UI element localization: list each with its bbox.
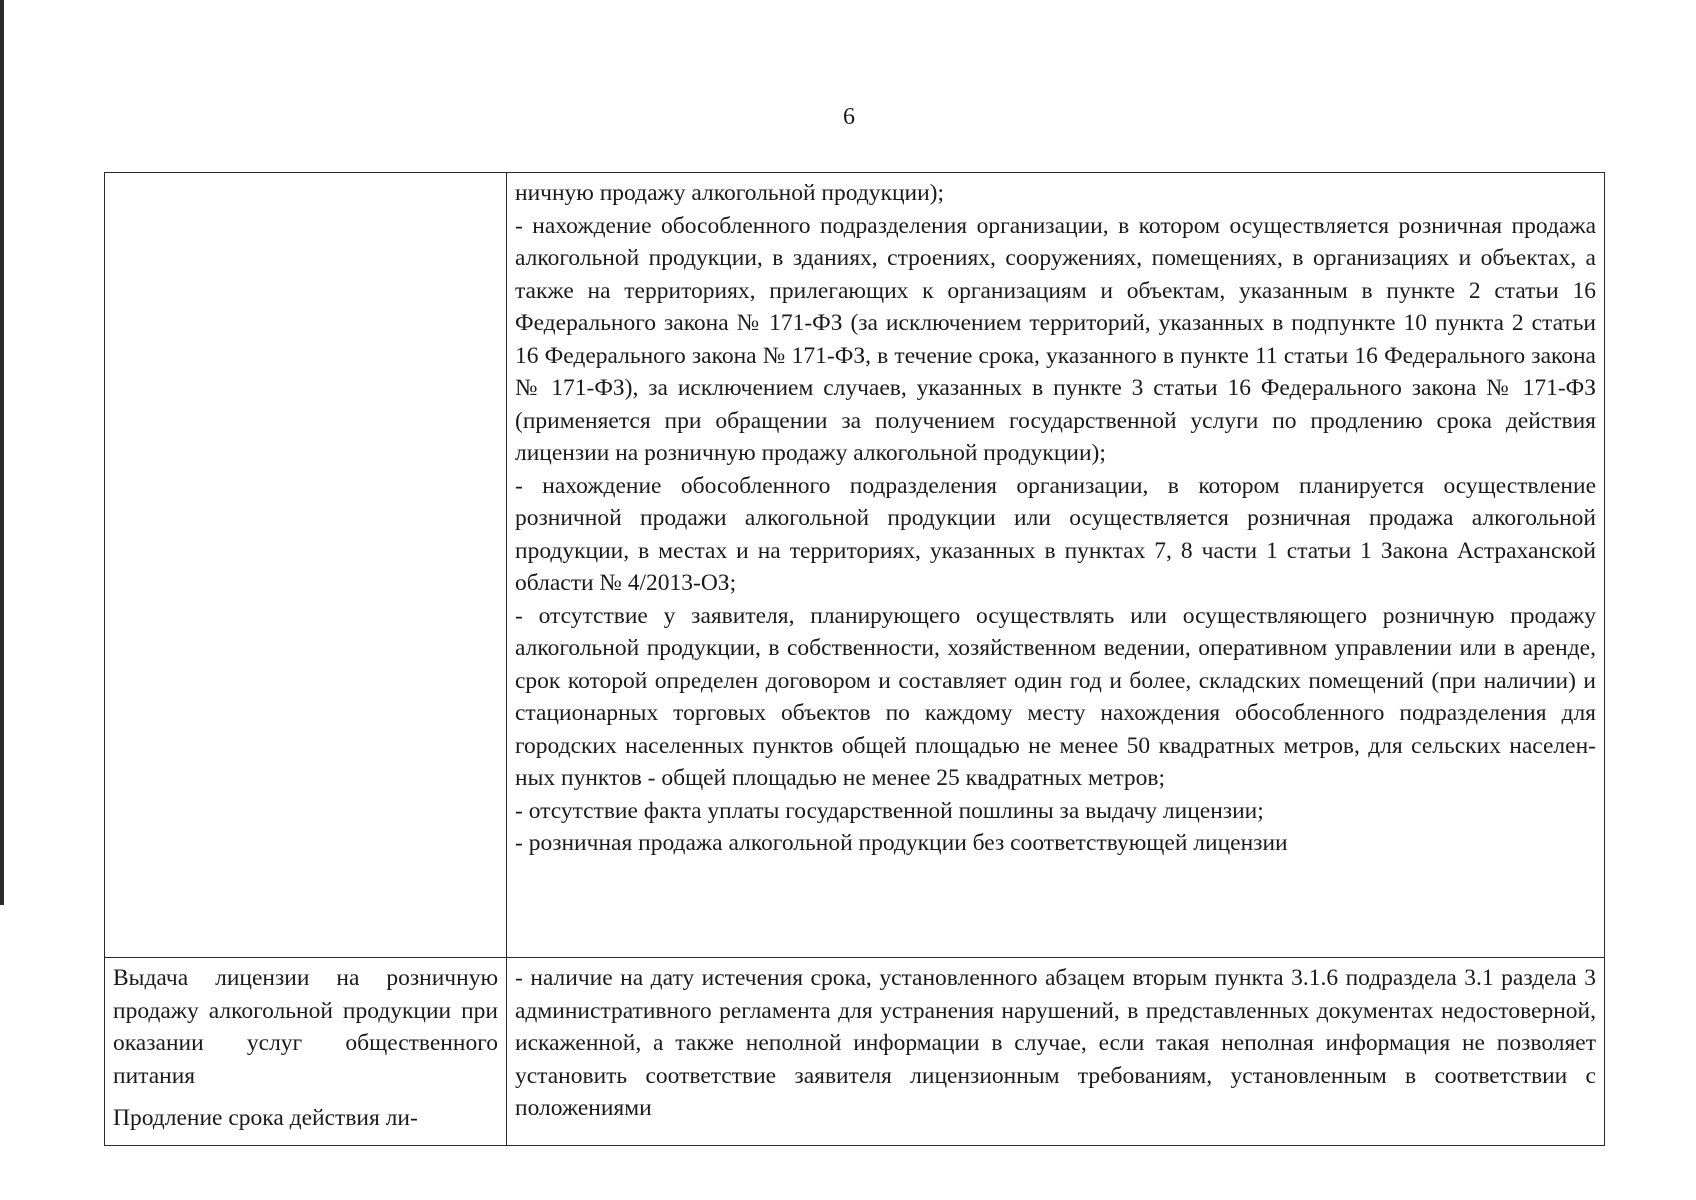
table-cell-service	[105, 958, 507, 1146]
grounds-paragraph: - нахождение обособленного подразделения организации, в котором планируется осуществление розничной продажи алкогольной продукции или осуществляется розничная продажа алкогольной продукции, в местах и на территориях, указанных в пунктах 7, 8 части 1 статьи 1 Закона Астраханской области № 4/2013-ОЗ;	[515, 472, 1596, 596]
table-cell-service	[105, 173, 507, 958]
grounds-paragraph: ничную продажу алкогольной продукции);	[515, 180, 945, 206]
service-name-paragraph: Продление срока действия ли-	[113, 1105, 418, 1131]
grounds-paragraph: - отсутствие факта уплаты государственной пошлины за выдачу лицензии;	[515, 797, 1264, 824]
grounds-paragraph: - розничная продажа алкогольной продукции без соответствующей лицензии	[515, 830, 1288, 856]
page-number: 6	[843, 104, 855, 130]
grounds-paragraph: - отсутствие у заявителя, планирующего осуществлять или осуществляющего розничную продажу алкогольной продукции, в собственности, хозяйственном ведении, оперативном управлении или в аренде, срок которой определен договором и составляет один год и более, складских помещений (при наличии) и стационарных торговых объектов по каждому месту нахождения обособленного подразделения для городских населенных пунктов общей площадью не менее 50 квадратных метров, для сельских населенных пунктов - общей площадью не менее 25 квадратных метров;	[515, 602, 1596, 791]
grounds-paragraph: - нахождение обособленного подразделения организации, в котором осуществляется розничная продажа алкогольной продукции, в зданиях, строениях, сооружениях, помещениях, в организациях и объектах, а также на территориях, прилегающих к организациям и объектам, указанным в пункте 2 статьи 16 Федерального закона № 171-ФЗ (за исключением территорий, указанных в подпункте 10 пункта 2 статьи 16 Федерального закона № 171-ФЗ, в течение срока, указанного в пункте 11 статьи 16 Федерального закона № 171-ФЗ), за исключением случаев, указанных в пункте 3 статьи 16 Федерального закона № 171-ФЗ (применяется при обращении за получением государственной услуги по продлению срока действия лицензии на розничную продажу алкогольной продукции);	[515, 212, 1596, 466]
scan-edge-line	[0, 0, 4, 905]
grounds-table	[104, 172, 1605, 1146]
table-cell-grounds	[507, 173, 1605, 958]
table-row	[105, 173, 1605, 958]
grounds-paragraph: - наличие на дату истечения срока, установленного абзацем вторым пункта 3.1.6 подраздела 3.1 раздела 3 административного регламента для устранения нарушений, в представленных документах недостоверной, искаженной, а также неполной информации в случае, если такая неполная информация не позволяет установить соответствие заявителя лицензионным требованиям, установленным в соответствии с положениями	[515, 965, 1596, 1121]
table-row	[105, 958, 1605, 1146]
service-name-paragraph: Выдача лицензии на розничную продажу алкогольной продукции при оказании услуг общественного питания	[113, 965, 498, 1089]
table-cell-grounds	[507, 958, 1605, 1146]
